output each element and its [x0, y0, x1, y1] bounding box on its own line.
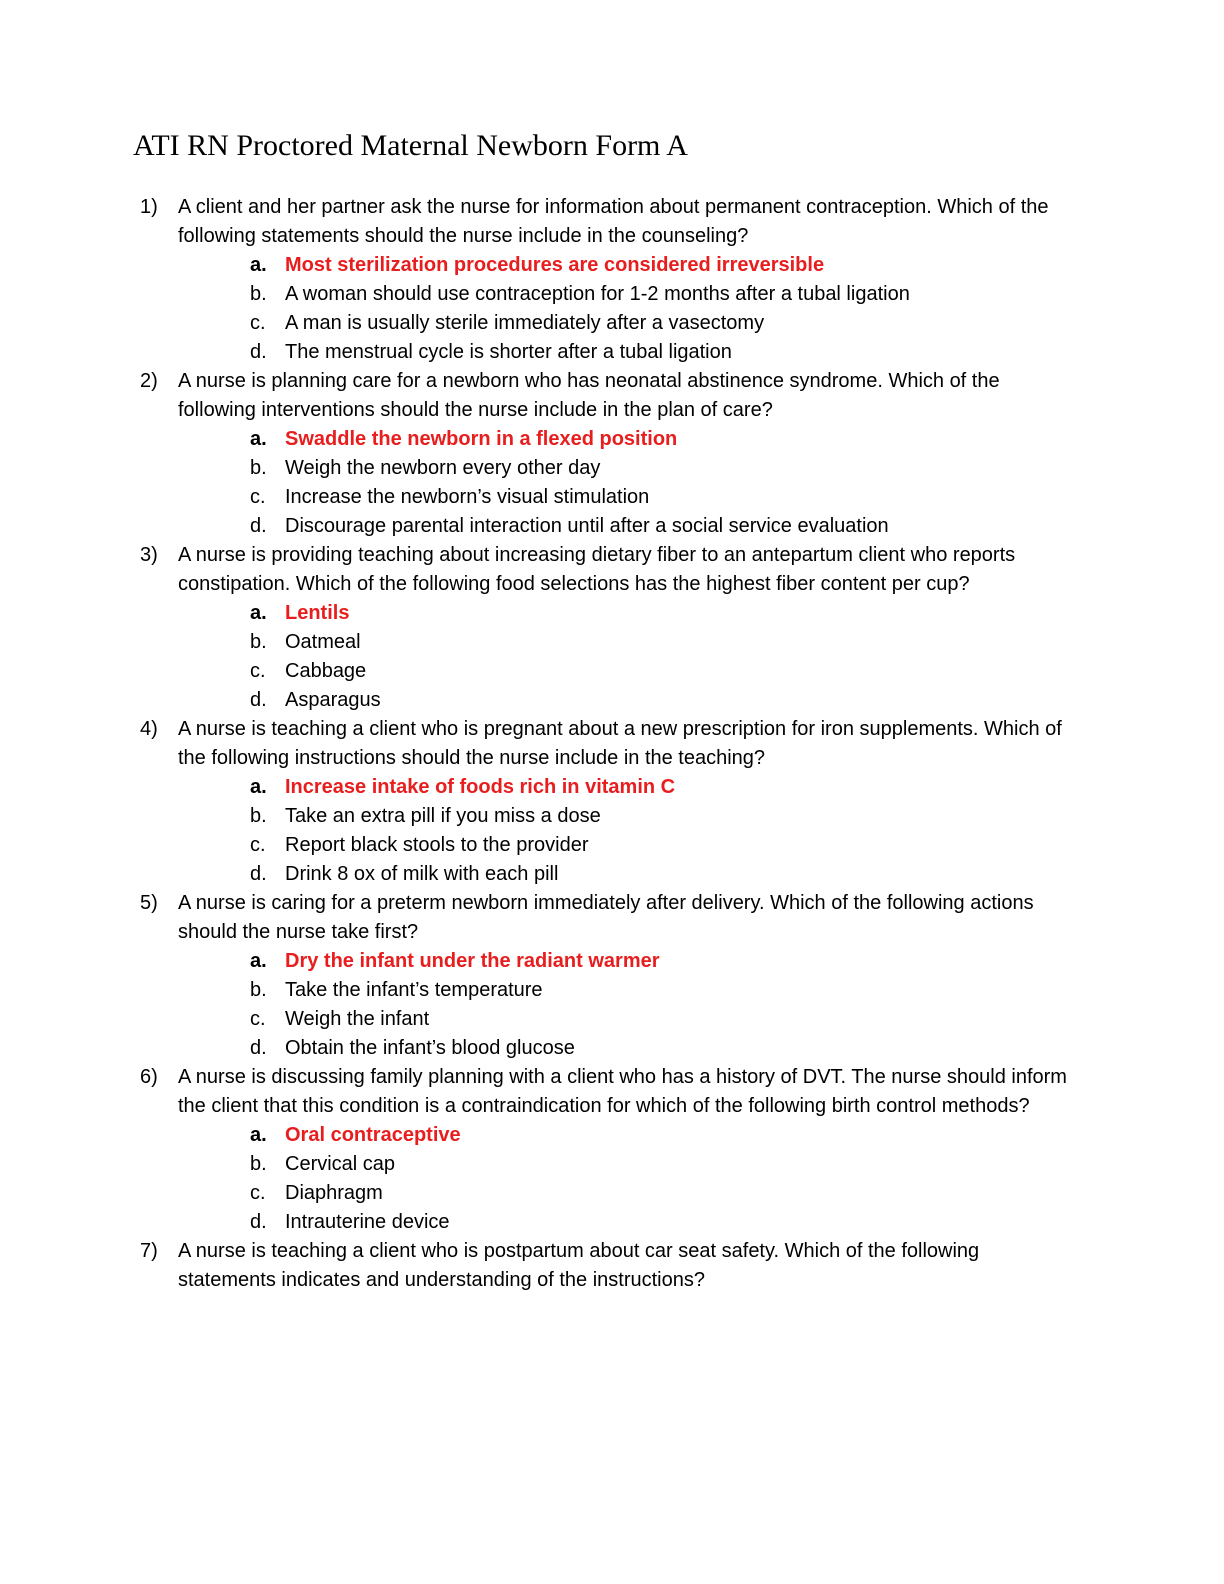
option-letter: a. [250, 254, 267, 276]
question-number: 5) [140, 892, 158, 914]
question-number: 2) [140, 370, 158, 392]
answer-option [250, 657, 1070, 686]
question-text: A nurse is discussing family planning with a client who has a history of DVT. The nurse should inform the client that this condition is a contraindication for which of the following birth control methods? [178, 1066, 1067, 1117]
option-text: The menstrual cycle is shorter after a tubal ligation [285, 341, 732, 363]
option-letter: c. [250, 660, 266, 682]
option-letter: d. [250, 689, 267, 711]
answer-option [250, 1005, 1070, 1034]
question-text: A client and her partner ask the nurse for information about permanent contraception. Which of the following statements should the nurse include in the counseling? [178, 196, 1049, 247]
answer-option [250, 831, 1070, 860]
option-letter: a. [250, 602, 267, 624]
option-letter: b. [250, 805, 267, 827]
answer-options [178, 599, 1070, 715]
option-text: Oral contraceptive [285, 1124, 461, 1146]
correct-answer-option [250, 251, 1070, 280]
question-number: 7) [140, 1240, 158, 1262]
question-item [140, 1237, 1070, 1295]
option-letter: c. [250, 486, 266, 508]
option-text: Discourage parental interaction until after a social service evaluation [285, 515, 889, 537]
correct-answer-option [250, 947, 1070, 976]
answer-option [250, 686, 1070, 715]
answer-options [178, 773, 1070, 889]
option-letter: c. [250, 1182, 266, 1204]
answer-option [250, 860, 1070, 889]
question-number: 6) [140, 1066, 158, 1088]
answer-option [250, 454, 1070, 483]
option-letter: a. [250, 776, 267, 798]
question-item [140, 889, 1070, 1063]
correct-answer-option [250, 773, 1070, 802]
option-letter: a. [250, 950, 267, 972]
option-text: Lentils [285, 602, 350, 624]
option-letter: d. [250, 341, 267, 363]
answer-option [250, 628, 1070, 657]
answer-options [178, 425, 1070, 541]
answer-options [178, 251, 1070, 367]
answer-option [250, 512, 1070, 541]
option-text: Diaphragm [285, 1182, 383, 1204]
option-text: Weigh the newborn every other day [285, 457, 601, 479]
option-text: Drink 8 ox of milk with each pill [285, 863, 559, 885]
question-text: A nurse is caring for a preterm newborn immediately after delivery. Which of the following actions should the nurse take first? [178, 892, 1034, 943]
answer-option [250, 802, 1070, 831]
option-text: Weigh the infant [285, 1008, 430, 1030]
option-letter: b. [250, 1153, 267, 1175]
option-letter: b. [250, 283, 267, 305]
option-text: Increase intake of foods rich in vitamin C [285, 776, 676, 798]
option-text: Take the infant’s temperature [285, 979, 543, 1001]
option-text: Increase the newborn’s visual stimulation [285, 486, 650, 508]
option-text: Dry the infant under the radiant warmer [285, 950, 660, 972]
option-text: Intrauterine device [285, 1211, 450, 1233]
answer-option [250, 1034, 1070, 1063]
question-item [140, 715, 1070, 889]
answer-options [178, 947, 1070, 1063]
option-letter: c. [250, 1008, 266, 1030]
option-text: Cabbage [285, 660, 367, 682]
option-letter: c. [250, 834, 266, 856]
option-text: A man is usually sterile immediately after a vasectomy [285, 312, 765, 334]
answer-option [250, 338, 1070, 367]
option-text: Report black stools to the provider [285, 834, 589, 856]
answer-options [178, 1121, 1070, 1237]
option-text: Oatmeal [285, 631, 361, 653]
option-text: A woman should use contraception for 1-2 months after a tubal ligation [285, 283, 910, 305]
option-letter: d. [250, 1037, 267, 1059]
question-text: A nurse is planning care for a newborn who has neonatal abstinence syndrome. Which of the following interventions should the nurse include in the plan of care? [178, 370, 1000, 421]
option-letter: d. [250, 863, 267, 885]
answer-option [250, 1208, 1070, 1237]
option-letter: d. [250, 1211, 267, 1233]
option-letter: b. [250, 631, 267, 653]
correct-answer-option [250, 599, 1070, 628]
answer-option [250, 976, 1070, 1005]
answer-option [250, 1150, 1070, 1179]
question-text: A nurse is teaching a client who is postpartum about car seat safety. Which of the following statements indicates and understanding of the instructions? [178, 1240, 980, 1291]
option-text: Most sterilization procedures are considered irreversible [285, 254, 825, 276]
option-text: Take an extra pill if you miss a dose [285, 805, 601, 827]
question-item [140, 541, 1070, 715]
question-item [140, 367, 1070, 541]
question-number: 1) [140, 196, 158, 218]
answer-option [250, 1179, 1070, 1208]
question-list [140, 193, 1070, 1295]
question-item [140, 1063, 1070, 1237]
correct-answer-option [250, 1121, 1070, 1150]
option-letter: d. [250, 515, 267, 537]
answer-option [250, 280, 1070, 309]
option-letter: b. [250, 979, 267, 1001]
option-letter: c. [250, 312, 266, 334]
answer-option [250, 483, 1070, 512]
option-text: Obtain the infant’s blood glucose [285, 1037, 575, 1059]
question-item [140, 193, 1070, 367]
correct-answer-option [250, 425, 1070, 454]
option-letter: b. [250, 457, 267, 479]
question-number: 4) [140, 718, 158, 740]
question-number: 3) [140, 544, 158, 566]
option-letter: a. [250, 1124, 267, 1146]
option-letter: a. [250, 428, 267, 450]
question-text: A nurse is providing teaching about increasing dietary fiber to an antepartum client who reports constipation. Which of the following food selections has the highest fiber content per cup? [178, 544, 1016, 595]
answer-option [250, 309, 1070, 338]
option-text: Cervical cap [285, 1153, 396, 1175]
question-text: A nurse is teaching a client who is pregnant about a new prescription for iron supplements. Which of the following instructions should the nurse include in the teaching? [178, 718, 1062, 769]
option-text: Swaddle the newborn in a flexed position [285, 428, 678, 450]
document-title: ATI RN Proctored Maternal Newborn Form A [133, 129, 688, 162]
option-text: Asparagus [285, 689, 381, 711]
